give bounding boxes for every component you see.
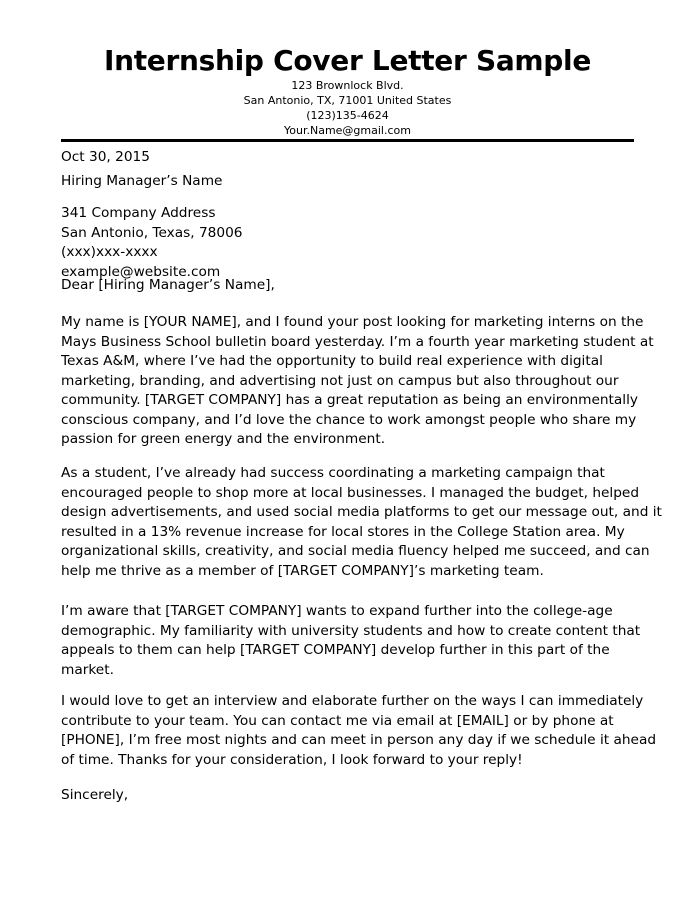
closing	[61, 786, 641, 806]
paragraph-line: market.	[61, 661, 114, 678]
sender-email: Your.Name@gmail.com	[284, 124, 411, 137]
salutation-text: Dear [Hiring Manager’s Name],	[61, 277, 275, 293]
paragraph-line: encouraged people to shop more at local businesses. I managed the budget, helped	[61, 484, 640, 501]
paragraph-line: contribute to your team. You can contact me via email at [EMAIL] or by phone at	[61, 712, 614, 729]
paragraph-line: organizational skills, creativity, and social media fluency helped me succeed, and can	[61, 543, 650, 559]
header-divider	[61, 139, 634, 142]
recipient-address-line: (xxx)xxx-xxxx	[61, 244, 158, 260]
paragraph-line: Texas A&M, where I’ve had the opportunity to build real experience with digital	[61, 353, 603, 369]
recipient-name-text: Hiring Manager’s Name	[61, 173, 223, 189]
paragraph-line: conscious company, and I’d love the chance to work amongst people who share my	[61, 411, 637, 428]
paragraph-line: passion for green energy and the environment.	[61, 431, 386, 447]
paragraph-introduction	[61, 313, 654, 450]
paragraph-line: I’m aware that [TARGET COMPANY] wants to expand further into the college-age	[61, 603, 613, 619]
sender-city-address: San Antonio, TX, 71001 United States	[243, 94, 452, 107]
paragraph-line: As a student, I’ve already had success coordinating a marketing campaign that	[61, 465, 605, 481]
recipient-address-line: example@website.com	[61, 263, 221, 280]
paragraph-line: [PHONE], I’m free most nights and can meet in person any day if we schedule it ahead	[61, 732, 657, 748]
paragraph-line: I would love to get an interview and elaborate further on the ways I can immediately	[61, 693, 644, 709]
paragraph-line: resulted in a 13% revenue increase for local stores in the College Station area. My	[61, 523, 625, 540]
paragraph-line: demographic. My familiarity with university students and how to create content that	[61, 622, 641, 639]
paragraph-line: community. [TARGET COMPANY] has a great reputation as being an environmentally	[61, 392, 639, 408]
sender-phone: (123)135-4624	[306, 109, 389, 122]
recipient-address-line: San Antonio, Texas, 78006	[61, 224, 243, 241]
paragraph-company-fit	[61, 602, 641, 680]
recipient-name	[61, 172, 641, 192]
paragraph-line: design advertisements, and used social media platforms to get our message out, and it	[61, 504, 662, 520]
closing-text: Sincerely,	[61, 787, 129, 803]
paragraph-line: help me thrive as a member of [TARGET COMPANY]’s marketing team.	[61, 562, 544, 579]
paragraph-line: Mays Business School bulletin board yesterday. I’m a fourth year marketing student at	[61, 333, 654, 350]
sender-street-address: 123 Brownlock Blvd.	[291, 79, 404, 92]
paragraph-line: My name is [YOUR NAME], and I found your post looking for marketing interns on the	[61, 314, 644, 330]
letter-date	[61, 148, 641, 168]
salutation	[61, 276, 641, 296]
recipient-address-line: 341 Company Address	[61, 205, 216, 221]
recipient-address-block	[61, 204, 641, 282]
letter-date-text: Oct 30, 2015	[61, 149, 150, 165]
paragraph-experience	[61, 464, 662, 581]
paragraph-line: of time. Thanks for your consideration, I look forward to your reply!	[61, 751, 523, 768]
page-title: Internship Cover Letter Sample	[103, 44, 592, 77]
paragraph-line: appeals to them can help [TARGET COMPANY] develop further in this part of the	[61, 642, 610, 658]
sender-contact-block	[0, 78, 695, 138]
paragraph-call-to-action	[61, 692, 657, 770]
paragraph-line: marketing, branding, and advertising not just on campus but also throughout our	[61, 372, 619, 389]
